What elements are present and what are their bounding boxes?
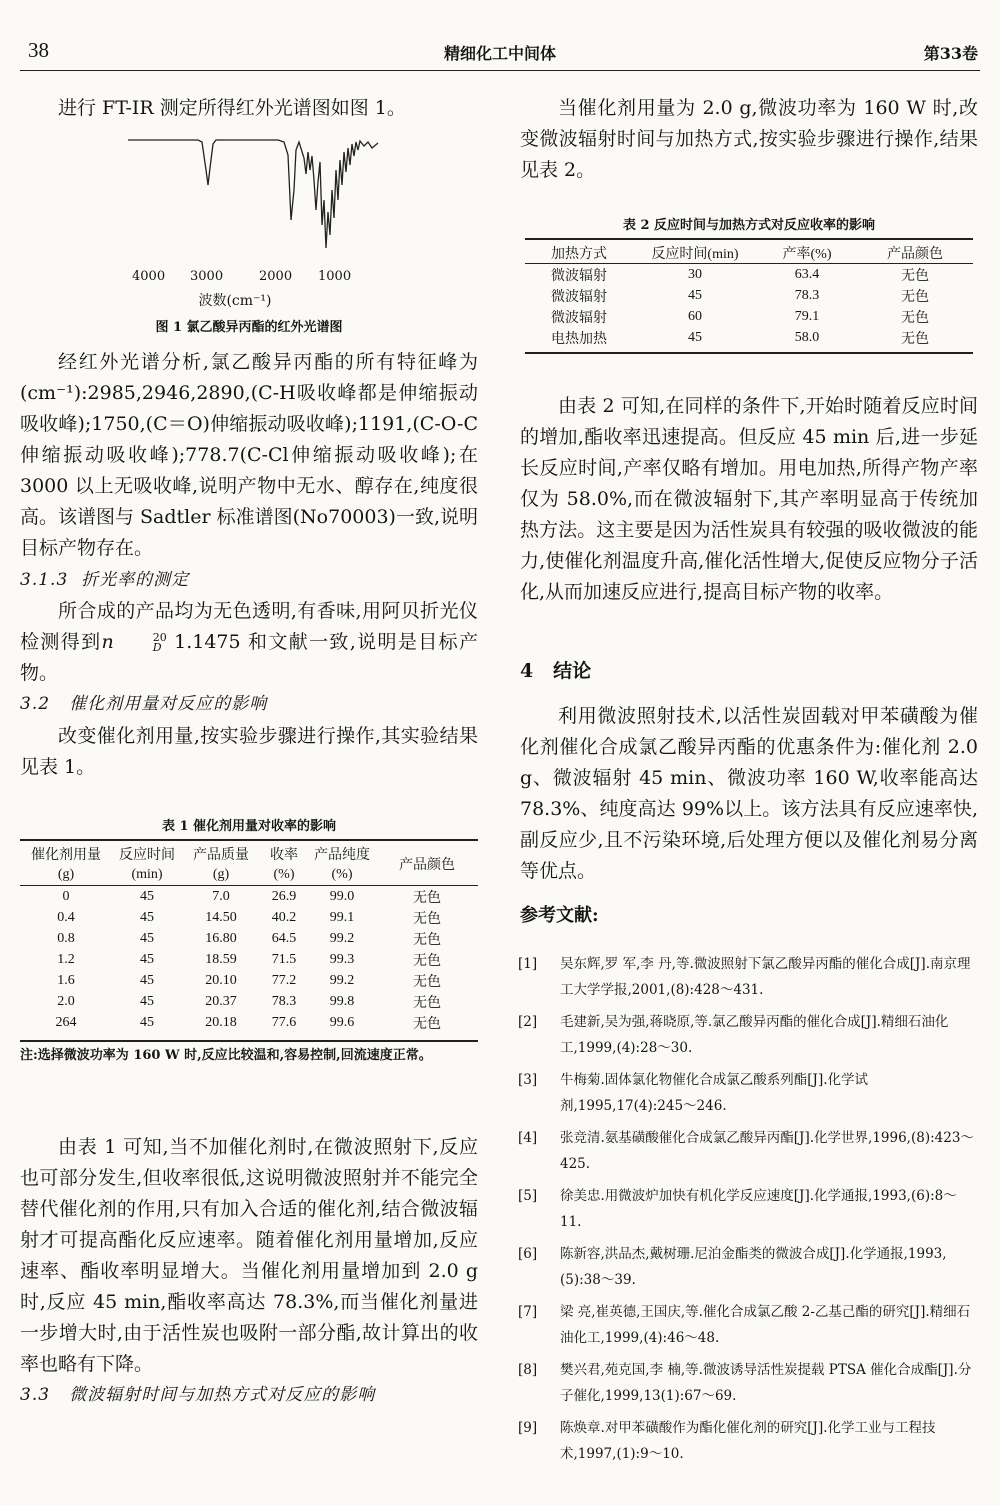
table-cell: 无色 [413, 995, 441, 1011]
reference-number: [7] [518, 1304, 538, 1320]
table-cell: 1.2 [57, 951, 75, 967]
table2-body [525, 264, 973, 349]
reference-item [518, 1241, 976, 1293]
table-row [20, 991, 478, 1012]
table-cell: 99.0 [329, 888, 355, 904]
table-cell: 0.4 [57, 909, 75, 925]
x-tick-1000: 1000 [318, 269, 352, 284]
table-cell: 45 [140, 993, 154, 1009]
table1-header-cell: 产品颜色 [376, 843, 478, 886]
table-cell: 无色 [901, 289, 929, 305]
table-cell: 99.1 [329, 909, 355, 925]
table-cell: 99.2 [329, 930, 355, 946]
table-row [20, 970, 478, 991]
table-cell: 电热加热 [551, 331, 607, 347]
section-3-1-3-heading [20, 565, 478, 596]
reference-number: [1] [518, 956, 538, 972]
table1-bottom-rule [20, 1040, 478, 1042]
table-cell: 1.6 [57, 972, 75, 988]
table-cell: 微波辐射 [551, 310, 607, 326]
table-cell: 64.5 [271, 930, 297, 946]
table1-discussion-paragraph: 由表 1 可知,当不加催化剂时,在微波照射下,反应也可部分发生,但收率很低,这说明微波照射并不能完全替代催化剂的作用,只有加入合适的催化剂,结合微波辐射才可提高酯化反应速率。随着催化剂用量增加,反应速率、酯收率明显增大。当催化剂用量增加到 2.0 g 时,反应 45 min,酯收率高达 78.3%,而当催化剂量进一步增大时,由于活性炭也吸附一部分酯,故计算出的收率也略有下降。 [20, 1136, 478, 1375]
table1 [20, 843, 478, 1033]
table-row [525, 306, 973, 327]
table-row [525, 285, 973, 306]
reference-text: 梁 亮,崔英德,王国庆,等.催化合成氯乙酸 2-乙基己酯的研究[J].精细石油化工,1999,(4):46～48. [560, 1304, 971, 1346]
table-cell: 99.6 [329, 1014, 355, 1030]
table-cell: 264 [55, 1014, 77, 1030]
table-cell: 18.59 [205, 951, 237, 967]
table-cell: 99.2 [329, 972, 355, 988]
table-cell: 无色 [901, 331, 929, 347]
x-tick-3000: 3000 [190, 269, 224, 284]
table-cell: 78.3 [271, 993, 297, 1009]
x-tick-2000: 2000 [259, 269, 293, 284]
table-cell: 微波辐射 [551, 268, 607, 284]
table1-unit-cell: (%) [273, 866, 295, 882]
reference-text: 牛梅菊.固体氯化物催化合成氯乙酸系列酯[J].化学试剂,1995,17(4):245～246. [560, 1072, 869, 1114]
section-title: 催化剂用量对反应的影响 [69, 694, 268, 714]
table-cell: 无色 [413, 932, 441, 948]
ir-analysis-paragraph: 经红外光谱分析,氯乙酸异丙酯的所有特征峰为(cm⁻¹):2985,2946,2890,(C-H吸收峰都是伸缩振动吸收峰);1750,(C＝O)伸缩振动吸收峰);1191,(C-O-C伸缩振动吸收峰);778.7(C-Cl伸缩振动吸收峰);在 3000 以上无吸收峰,说明产物中无水、醇存在,纯度很高。该谱图与 Sadtler 标准谱图(No70003)一致,说明目标产物存在。 [20, 351, 478, 559]
table2-header-cell: 产品颜色 [887, 246, 943, 262]
table-cell: 45 [688, 287, 702, 303]
catalyst-intro-paragraph: 改变催化剂用量,按实验步骤进行操作,其实验结果见表 1。 [20, 725, 478, 778]
table2-header-cell: 产率(%) [782, 246, 832, 262]
table1-header-cell: 催化剂用量 [31, 847, 101, 863]
table-cell: 无色 [413, 953, 441, 969]
table-cell: 0.8 [57, 930, 75, 946]
table-cell: 78.3 [794, 287, 820, 303]
journal-title: 精细化工中间体 [443, 44, 556, 63]
reference-text: 张竞清.氨基磺酸催化合成氯乙酸异丙酯[J].化学世界,1996,(8):423～425. [560, 1130, 974, 1172]
reference-number: [5] [518, 1188, 538, 1204]
table-cell: 45 [140, 930, 154, 946]
time-method-intro-paragraph: 当催化剂用量为 2.0 g,微波功率为 160 W 时,改变微波辐射时间与加热方式,按实验步骤进行操作,结果见表 2。 [520, 97, 978, 181]
table-cell: 45 [140, 909, 154, 925]
table1-caption: 表 1 催化剂用量对收率的影响 [161, 819, 337, 834]
reference-list [518, 951, 976, 1473]
table-row [20, 928, 478, 949]
table1-note: 注:选择微波功率为 160 W 时,反应比较温和,容易控制,回流速度正常。 [20, 1048, 432, 1063]
table2-discussion-paragraph: 由表 2 可知,在同样的条件下,开始时随着反应时间的增加,酯收率迅速提高。但反应 45 min 后,进一步延长反应时间,产率仅略有增加。用电加热,所得产物产率仅为 58.0%,而在微波辐射下,其产率明显高于传统加热方法。这主要是因为活性炭具有较强的吸收微波的能力,使催化剂温度升高,催化活性增大,促使反应物分子活化,从而加速反应进行,提高目标产物的收率。 [520, 395, 978, 603]
intro-paragraph: 进行 FT-IR 测定所得红外光谱图如图 1。 [58, 97, 406, 119]
reference-number: [4] [518, 1130, 538, 1146]
table-cell: 45 [140, 1014, 154, 1030]
reference-number: [2] [518, 1014, 538, 1030]
table-row [20, 1012, 478, 1033]
x-tick-4000: 4000 [132, 269, 166, 284]
section-title: 结论 [553, 660, 592, 682]
table1-top-rule [20, 839, 478, 841]
refraction-symbol: n [101, 631, 114, 653]
table-cell: 63.4 [794, 266, 820, 282]
table-cell: 20.10 [205, 972, 237, 988]
refraction-line: D [152, 641, 162, 654]
table2-bottom-rule [525, 352, 973, 354]
table-cell: 45 [140, 951, 154, 967]
table-cell: 14.50 [205, 909, 237, 925]
section-4-heading [520, 656, 591, 683]
table-cell: 微波辐射 [551, 289, 607, 305]
reference-item [518, 1299, 976, 1351]
table2-top-rule [525, 238, 973, 240]
table-cell: 无色 [901, 310, 929, 326]
section-3-2-heading [20, 689, 478, 720]
table1-header-row [20, 843, 478, 864]
table2-header-row [525, 242, 973, 264]
table1-unit-cell: (g) [212, 866, 230, 882]
reference-text: 吴东辉,罗 军,李 丹,等.微波照射下氯乙酸异丙酯的催化合成[J].南京理工大学学报,2001,(8):428～431. [560, 956, 971, 998]
table-cell: 26.9 [271, 888, 297, 904]
table-cell: 2.0 [57, 993, 75, 1009]
table-row [20, 949, 478, 970]
section-number: 3.3 [20, 1385, 51, 1405]
reference-item [518, 1415, 976, 1467]
table2-header-cell: 反应时间(min) [651, 246, 739, 262]
ir-spectrum-trace [128, 140, 378, 248]
volume-label: 第33卷 [923, 44, 978, 63]
table-cell: 无色 [413, 974, 441, 990]
reference-item [518, 1067, 976, 1119]
table-cell: 45 [688, 329, 702, 345]
table-cell: 71.5 [271, 951, 297, 967]
table-cell: 45 [140, 888, 154, 904]
section-title: 微波辐射时间与加热方式对反应的影响 [69, 1385, 376, 1405]
table-row [20, 886, 478, 908]
table-cell: 0 [62, 888, 70, 904]
reference-number: [3] [518, 1072, 538, 1088]
reference-number: [9] [518, 1420, 538, 1436]
x-axis-label: 波数(cm⁻¹) [198, 293, 272, 309]
table-cell: 77.2 [271, 972, 297, 988]
table-cell: 30 [688, 266, 702, 282]
table-cell: 20.37 [205, 993, 237, 1009]
section-3-3-heading [20, 1380, 478, 1411]
table-row [20, 907, 478, 928]
table-cell: 58.0 [794, 329, 820, 345]
reference-text: 樊兴君,苑克国,李 楠,等.微波诱导活性炭提载 PTSA 催化合成酯[J].分子催化,1999,13(1):67～69. [560, 1362, 972, 1404]
reference-item [518, 1183, 976, 1235]
table1-body [20, 886, 478, 1034]
table-cell: 无色 [413, 890, 441, 906]
table1-unit-cell: (%) [331, 866, 353, 882]
table1-header-cell: 产品质量 [193, 847, 249, 863]
table-cell: 99.3 [329, 951, 355, 967]
table-cell: 79.1 [794, 308, 820, 324]
table-cell: 40.2 [271, 909, 297, 925]
section-number: 3.1.3 [20, 570, 69, 590]
section-number: 4 [520, 660, 534, 682]
refraction-text-b: 1.1475 和文献一致,说明是目标产物。 [20, 631, 478, 684]
reference-number: [8] [518, 1362, 538, 1378]
page-number: 38 [28, 38, 49, 62]
references-heading: 参考文献: [520, 905, 599, 926]
table-cell: 无色 [901, 268, 929, 284]
table2 [525, 242, 973, 348]
conclusion-paragraph: 利用微波照射技术,以活性炭固载对甲苯磺酸为催化剂催化合成氯乙酸异丙酯的优惠条件为:催化剂 2.0 g、微波辐射 45 min、微波功率 160 W,收率能高达 78.3%、纯度高达 99%以上。该方法具有反应速率快,副反应少,且不污染环境,后处理方便以及催化剂易分离等优点。 [520, 705, 978, 882]
refraction-text-a: 所合成的产品均为无色透明,有香味,用阿贝折光仪检测得到 [20, 600, 478, 653]
table1-unit-cell: (min) [131, 866, 163, 882]
reference-text: 陈焕章.对甲苯磺酸作为酯化催化剂的研究[J].化学工业与工程技术,1997,(1):9～10. [560, 1420, 936, 1462]
reference-text: 陈新容,洪品杰,戴树珊.尼泊金酯类的微波合成[J].化学通报,1993,(5):38～39. [560, 1246, 947, 1288]
refraction-paragraph [20, 596, 478, 689]
table-cell: 20.18 [205, 1014, 237, 1030]
reference-item [518, 951, 976, 1003]
reference-text: 毛建新,吴为强,蒋晓原,等.氯乙酸异丙酯的催化合成[J].精细石油化工,1999,(4):28～30. [560, 1014, 949, 1056]
table2-caption: 表 2 反应时间与加热方式对反应收率的影响 [622, 218, 876, 233]
table-cell: 60 [688, 308, 702, 324]
table-cell: 无色 [413, 1016, 441, 1032]
table1-header-cell: 反应时间 [119, 847, 175, 863]
table1-unit-cell: (g) [57, 866, 75, 882]
table1-header-cell: 收率 [270, 847, 298, 863]
reference-number: [6] [518, 1246, 538, 1262]
table-cell: 16.80 [205, 930, 237, 946]
table-cell: 无色 [413, 911, 441, 927]
ir-spectrum-figure [128, 130, 388, 270]
section-title: 折光率的测定 [81, 570, 190, 590]
table1-header-cell: 产品纯度 [314, 847, 370, 863]
header-rule [20, 70, 980, 71]
reference-item [518, 1009, 976, 1061]
table-cell: 77.6 [271, 1014, 297, 1030]
figure-caption: 图 1 氯乙酸异丙酯的红外光谱图 [155, 320, 343, 335]
table-cell: 45 [140, 972, 154, 988]
table-row [525, 264, 973, 286]
table-row [525, 327, 973, 348]
refraction-temp: 20 [152, 631, 167, 644]
table-cell: 7.0 [212, 888, 230, 904]
table2-header-cell: 加热方式 [551, 246, 607, 262]
reference-item [518, 1357, 976, 1409]
reference-item [518, 1125, 976, 1177]
table-cell: 99.8 [329, 993, 355, 1009]
section-number: 3.2 [20, 694, 51, 714]
reference-text: 徐美忠.用微波炉加快有机化学反应速度[J].化学通报,1993,(6):8～11. [560, 1188, 957, 1230]
